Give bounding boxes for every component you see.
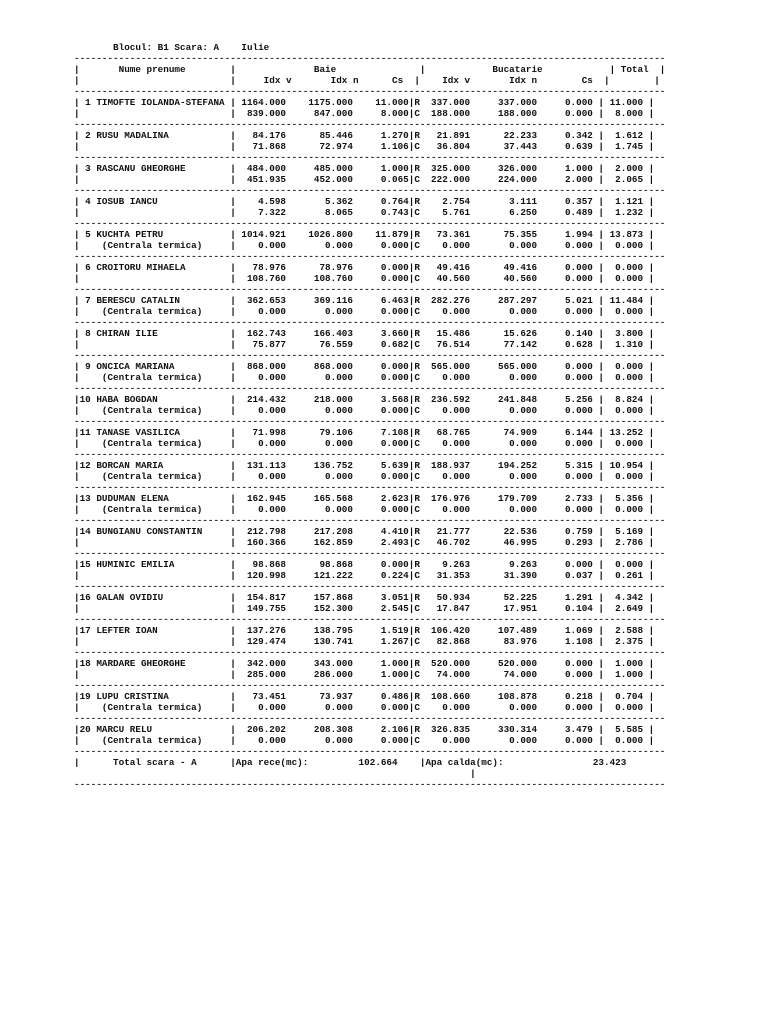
divider: ---------------------------------------------------------------------------------------------------------- xyxy=(74,86,666,97)
report-title: Blocul: B1 Scara: A Iulie xyxy=(74,42,270,53)
divider: ---------------------------------------------------------------------------------------------------------- xyxy=(74,581,666,592)
row-line-rece: | 1 TIMOFTE IOLANDA-STEFANA | 1164.000 1175.000 11.000|R 337.000 337.000 0.000 | 11.000 | xyxy=(74,97,655,108)
row-line-rece: |10 HABA BOGDAN | 214.432 218.000 3.568|R 236.592 241.848 5.256 | 8.824 | xyxy=(74,394,655,405)
apartment-row xyxy=(74,229,665,262)
row-line-rece: |15 HUMINIC EMILIA | 98.868 98.868 0.000|R 9.263 9.263 0.000 | 0.000 | xyxy=(74,559,655,570)
divider: ---------------------------------------------------------------------------------------------------------- xyxy=(74,779,666,790)
row-line-rece: | 6 CROITORU MIHAELA | 78.976 78.976 0.000|R 49.416 49.416 0.000 | 0.000 | xyxy=(74,262,655,273)
row-line-calda: | (Centrala termica) | 0.000 0.000 0.000|C 0.000 0.000 0.000 | 0.000 | xyxy=(74,735,655,746)
apartment-row xyxy=(74,493,665,526)
row-line-calda: | | 7.322 8.065 0.743|C 5.761 6.250 0.489 | 1.232 | xyxy=(74,207,655,218)
divider: ---------------------------------------------------------------------------------------------------------- xyxy=(74,746,666,757)
divider: ---------------------------------------------------------------------------------------------------------- xyxy=(74,119,666,130)
apartment-row xyxy=(74,724,665,757)
row-line-rece: |16 GALAN OVIDIU | 154.817 157.868 3.051|R 50.934 52.225 1.291 | 4.342 | xyxy=(74,592,655,603)
row-line-calda: | (Centrala termica) | 0.000 0.000 0.000|C 0.000 0.000 0.000 | 0.000 | xyxy=(74,471,655,482)
row-line-rece: |11 TANASE VASILICA | 71.998 79.106 7.108|R 68.765 74.909 6.144 | 13.252 | xyxy=(74,427,655,438)
divider: ---------------------------------------------------------------------------------------------------------- xyxy=(74,482,666,493)
divider: ---------------------------------------------------------------------------------------------------------- xyxy=(74,284,666,295)
apartment-row xyxy=(74,163,665,196)
apartment-row xyxy=(74,328,665,361)
apartment-row xyxy=(74,196,665,229)
apartment-row xyxy=(74,559,665,592)
apartment-row xyxy=(74,460,665,493)
apartment-row xyxy=(74,691,665,724)
row-line-rece: |14 BUNGIANU CONSTANTIN | 212.798 217.208 4.410|R 21.777 22.536 0.759 | 5.169 | xyxy=(74,526,655,537)
row-line-rece: |13 DUDUMAN ELENA | 162.945 165.568 2.623|R 176.976 179.709 2.733 | 5.356 | xyxy=(74,493,655,504)
divider: ---------------------------------------------------------------------------------------------------------- xyxy=(74,647,666,658)
row-line-calda: | | 75.877 76.559 0.682|C 76.514 77.142 0.628 | 1.310 | xyxy=(74,339,655,350)
apartment-row xyxy=(74,262,665,295)
row-line-calda: | (Centrala termica) | 0.000 0.000 0.000|C 0.000 0.000 0.000 | 0.000 | xyxy=(74,306,655,317)
row-line-calda: | (Centrala termica) | 0.000 0.000 0.000|C 0.000 0.000 0.000 | 0.000 | xyxy=(74,438,655,449)
column-header-group: | Nume prenume | Baie | Bucatarie | Total | xyxy=(74,64,666,75)
row-line-rece: | 7 BERESCU CATALIN | 362.653 369.116 6.463|R 282.276 287.297 5.021 | 11.484 | xyxy=(74,295,655,306)
divider: ---------------------------------------------------------------------------------------------------------- xyxy=(74,713,666,724)
row-line-rece: | 2 RUSU MADALINA | 84.176 85.446 1.270|R 21.891 22.233 0.342 | 1.612 | xyxy=(74,130,655,141)
row-line-calda: | | 71.868 72.974 1.106|C 36.804 37.443 0.639 | 1.745 | xyxy=(74,141,655,152)
consumption-report xyxy=(74,42,665,790)
row-line-calda: | (Centrala termica) | 0.000 0.000 0.000|C 0.000 0.000 0.000 | 0.000 | xyxy=(74,702,655,713)
row-line-calda: | | 149.755 152.300 2.545|C 17.847 17.951 0.104 | 2.649 | xyxy=(74,603,655,614)
row-line-calda: | (Centrala termica) | 0.000 0.000 0.000|C 0.000 0.000 0.000 | 0.000 | xyxy=(74,504,655,515)
divider: ---------------------------------------------------------------------------------------------------------- xyxy=(74,548,666,559)
apartment-row xyxy=(74,295,665,328)
row-line-calda: | | 160.366 162.859 2.493|C 46.702 46.995 0.293 | 2.786 | xyxy=(74,537,655,548)
divider: ---------------------------------------------------------------------------------------------------------- xyxy=(74,350,666,361)
apartment-row xyxy=(74,361,665,394)
row-line-rece: | 3 RASCANU GHEORGHE | 484.000 485.000 1.000|R 325.000 326.000 1.000 | 2.000 | xyxy=(74,163,655,174)
row-line-rece: |17 LEFTER IOAN | 137.276 138.795 1.519|R 106.420 107.489 1.069 | 2.588 | xyxy=(74,625,655,636)
row-line-calda: | (Centrala termica) | 0.000 0.000 0.000|C 0.000 0.000 0.000 | 0.000 | xyxy=(74,405,655,416)
divider: ---------------------------------------------------------------------------------------------------------- xyxy=(74,383,666,394)
apartment-list xyxy=(74,97,665,757)
apartment-row xyxy=(74,427,665,460)
row-line-calda: | | 451.935 452.000 0.065|C 222.000 224.000 2.000 | 2.065 | xyxy=(74,174,655,185)
row-line-rece: |20 MARCU RELU | 206.202 208.308 2.106|R 326.835 330.314 3.479 | 5.585 | xyxy=(74,724,655,735)
row-line-calda: | | 108.760 108.760 0.000|C 40.560 40.560 0.000 | 0.000 | xyxy=(74,273,655,284)
row-line-calda: | | 285.000 286.000 1.000|C 74.000 74.000 0.000 | 1.000 | xyxy=(74,669,655,680)
row-line-rece: | 4 IOSUB IANCU | 4.598 5.362 0.764|R 2.754 3.111 0.357 | 1.121 | xyxy=(74,196,655,207)
row-line-rece: | 5 KUCHTA PETRU | 1014.921 1026.800 11.879|R 73.361 75.355 1.994 | 13.873 | xyxy=(74,229,655,240)
row-line-rece: | 9 ONCICA MARIANA | 868.000 868.000 0.000|R 565.000 565.000 0.000 | 0.000 | xyxy=(74,361,655,372)
apartment-row xyxy=(74,97,665,130)
apartment-row xyxy=(74,130,665,163)
apartment-row xyxy=(74,526,665,559)
row-line-calda: | | 120.998 121.222 0.224|C 31.353 31.390 0.037 | 0.261 | xyxy=(74,570,655,581)
column-header-sub: | | Idx v Idx n Cs | Idx v Idx n Cs | | xyxy=(74,75,660,86)
divider: ---------------------------------------------------------------------------------------------------------- xyxy=(74,53,666,64)
row-line-rece: |18 MARDARE GHEORGHE | 342.000 343.000 1.000|R 520.000 520.000 0.000 | 1.000 | xyxy=(74,658,655,669)
divider: ---------------------------------------------------------------------------------------------------------- xyxy=(74,416,666,427)
divider: ---------------------------------------------------------------------------------------------------------- xyxy=(74,185,666,196)
apartment-row xyxy=(74,394,665,427)
divider: ---------------------------------------------------------------------------------------------------------- xyxy=(74,317,666,328)
divider: ---------------------------------------------------------------------------------------------------------- xyxy=(74,680,666,691)
row-line-calda: | | 839.000 847.000 8.000|C 188.000 188.000 0.000 | 8.000 | xyxy=(74,108,655,119)
row-line-calda: | (Centrala termica) | 0.000 0.000 0.000|C 0.000 0.000 0.000 | 0.000 | xyxy=(74,240,655,251)
divider: ---------------------------------------------------------------------------------------------------------- xyxy=(74,614,666,625)
total-line-tail: | xyxy=(74,768,476,779)
row-line-calda: | (Centrala termica) | 0.000 0.000 0.000|C 0.000 0.000 0.000 | 0.000 | xyxy=(74,372,655,383)
row-line-calda: | | 129.474 130.741 1.267|C 82.868 83.976 1.108 | 2.375 | xyxy=(74,636,655,647)
row-line-rece: |12 BORCAN MARIA | 131.113 136.752 5.639|R 188.937 194.252 5.315 | 10.954 | xyxy=(74,460,655,471)
divider: ---------------------------------------------------------------------------------------------------------- xyxy=(74,218,666,229)
apartment-row xyxy=(74,658,665,691)
divider: ---------------------------------------------------------------------------------------------------------- xyxy=(74,251,666,262)
apartment-row xyxy=(74,625,665,658)
divider: ---------------------------------------------------------------------------------------------------------- xyxy=(74,515,666,526)
row-line-rece: |19 LUPU CRISTINA | 73.451 73.937 0.486|R 108.660 108.878 0.218 | 0.704 | xyxy=(74,691,655,702)
divider: ---------------------------------------------------------------------------------------------------------- xyxy=(74,449,666,460)
row-line-rece: | 8 CHIRAN ILIE | 162.743 166.403 3.660|R 15.486 15.626 0.140 | 3.800 | xyxy=(74,328,655,339)
apartment-row xyxy=(74,592,665,625)
total-line: | Total scara - A |Apa rece(mc): 102.664 |Apa calda(mc): 23.423 xyxy=(74,757,627,768)
divider: ---------------------------------------------------------------------------------------------------------- xyxy=(74,152,666,163)
